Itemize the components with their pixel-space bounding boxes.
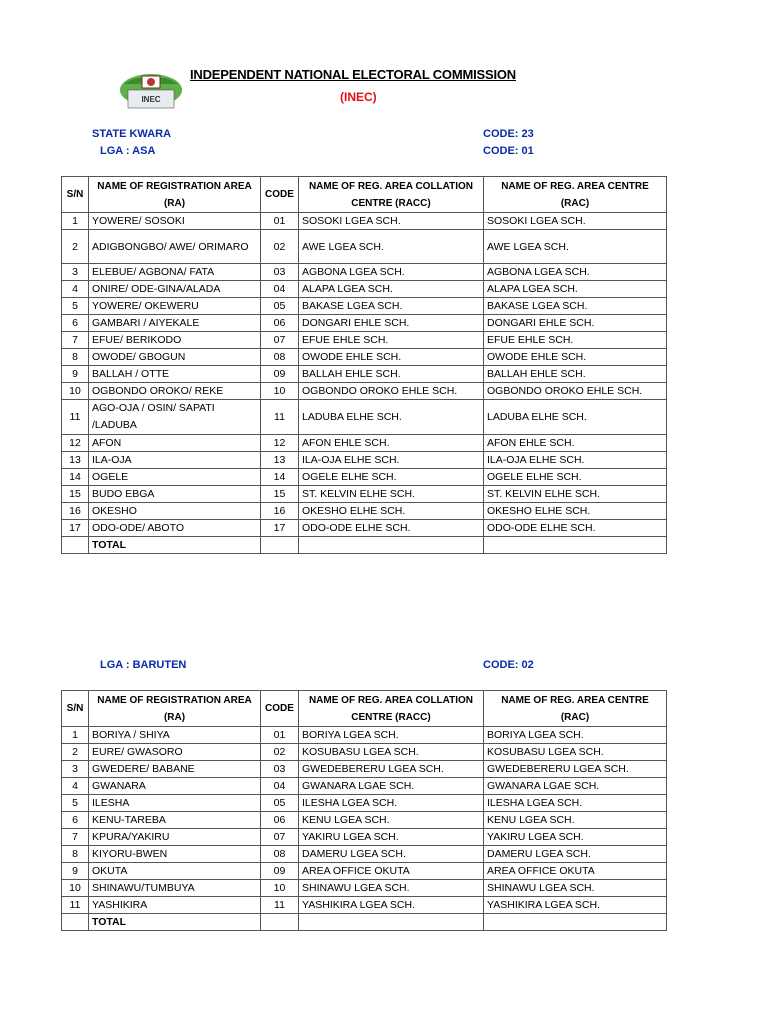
row-registration-area: BORIYA / SHIYA <box>89 727 261 744</box>
table-row <box>62 281 667 298</box>
row-registration-area: ILESHA <box>89 795 261 812</box>
row-sn: 2 <box>62 230 89 264</box>
row-collation-centre: GWEDEBERERU LGEA SCH. <box>299 761 484 778</box>
row-registration-area: YOWERE/ OKEWERU <box>89 298 261 315</box>
row-sn: 10 <box>62 383 89 400</box>
table-row <box>62 520 667 537</box>
row-sn: 16 <box>62 503 89 520</box>
row-code: 11 <box>261 400 299 435</box>
row-area-centre: BORIYA LGEA SCH. <box>484 727 667 744</box>
row-sn: 3 <box>62 761 89 778</box>
column-header-code: CODE <box>261 177 299 213</box>
row-collation-centre: KENU LGEA SCH. <box>299 812 484 829</box>
row-area-centre: SHINAWU LGEA SCH. <box>484 880 667 897</box>
row-collation-centre: ILESHA LGEA SCH. <box>299 795 484 812</box>
total-code <box>261 914 299 931</box>
row-registration-area: EURE/ GWASORO <box>89 744 261 761</box>
row-area-centre: ALAPA LGEA SCH. <box>484 281 667 298</box>
row-collation-centre: OGELE ELHE SCH. <box>299 469 484 486</box>
row-code: 01 <box>261 213 299 230</box>
table-row <box>62 727 667 744</box>
row-area-centre: YAKIRU LGEA SCH. <box>484 829 667 846</box>
table-row <box>62 761 667 778</box>
table-row <box>62 332 667 349</box>
row-code: 10 <box>261 383 299 400</box>
row-registration-area: GAMBARI / AIYEKALE <box>89 315 261 332</box>
row-area-centre: ST. KELVIN ELHE SCH. <box>484 486 667 503</box>
row-area-centre: AWE LGEA SCH. <box>484 230 667 264</box>
row-sn: 6 <box>62 812 89 829</box>
row-sn: 11 <box>62 897 89 914</box>
row-sn: 2 <box>62 744 89 761</box>
row-registration-area: AFON <box>89 435 261 452</box>
table-header-row <box>62 691 667 727</box>
row-sn: 13 <box>62 452 89 469</box>
row-collation-centre: OGBONDO OROKO EHLE SCH. <box>299 383 484 400</box>
row-registration-area: ADIGBONGBO/ AWE/ ORIMARO <box>89 230 261 264</box>
row-code: 02 <box>261 230 299 264</box>
svg-text:INEC: INEC <box>141 95 161 104</box>
row-collation-centre: AFON EHLE SCH. <box>299 435 484 452</box>
row-registration-area: EFUE/ BERIKODO <box>89 332 261 349</box>
table-row <box>62 744 667 761</box>
page-subtitle: (INEC) <box>340 90 377 104</box>
column-header-rac: NAME OF REG. AREA CENTRE (RAC) <box>484 691 667 727</box>
row-registration-area: KIYORU-BWEN <box>89 846 261 863</box>
lga-code: CODE: 01 <box>483 145 534 157</box>
row-code: 08 <box>261 349 299 366</box>
row-code: 09 <box>261 863 299 880</box>
column-header-rac: NAME OF REG. AREA CENTRE (RAC) <box>484 177 667 213</box>
row-area-centre: ODO-ODE ELHE SCH. <box>484 520 667 537</box>
row-collation-centre: AREA OFFICE OKUTA <box>299 863 484 880</box>
row-sn: 15 <box>62 486 89 503</box>
lga-code: CODE: 02 <box>483 659 534 671</box>
table-row <box>62 315 667 332</box>
table-row <box>62 829 667 846</box>
row-registration-area: OGBONDO OROKO/ REKE <box>89 383 261 400</box>
row-registration-area: OWODE/ GBOGUN <box>89 349 261 366</box>
table-row <box>62 795 667 812</box>
row-area-centre: SOSOKI LGEA SCH. <box>484 213 667 230</box>
row-registration-area: ONIRE/ ODE-GINA/ALADA <box>89 281 261 298</box>
total-racc <box>299 537 484 554</box>
table-row <box>62 863 667 880</box>
row-code: 11 <box>261 897 299 914</box>
table-row <box>62 213 667 230</box>
column-header-racc: NAME OF REG. AREA COLLATION CENTRE (RACC) <box>299 177 484 213</box>
row-area-centre: KENU LGEA SCH. <box>484 812 667 829</box>
row-collation-centre: GWANARA LGAE SCH. <box>299 778 484 795</box>
row-sn: 4 <box>62 778 89 795</box>
row-code: 13 <box>261 452 299 469</box>
row-sn: 1 <box>62 727 89 744</box>
total-rac <box>484 537 667 554</box>
row-sn: 5 <box>62 298 89 315</box>
row-code: 12 <box>261 435 299 452</box>
total-sn <box>62 914 89 931</box>
total-code <box>261 537 299 554</box>
total-row <box>62 914 667 931</box>
row-collation-centre: YASHIKIRA LGEA SCH. <box>299 897 484 914</box>
row-code: 17 <box>261 520 299 537</box>
row-sn: 12 <box>62 435 89 452</box>
row-collation-centre: YAKIRU LGEA SCH. <box>299 829 484 846</box>
table-row <box>62 400 667 435</box>
row-sn: 9 <box>62 366 89 383</box>
row-collation-centre: BAKASE LGEA SCH. <box>299 298 484 315</box>
table-header-row <box>62 177 667 213</box>
table-row <box>62 264 667 281</box>
row-registration-area: OGELE <box>89 469 261 486</box>
row-registration-area: OKUTA <box>89 863 261 880</box>
row-area-centre: ILA-OJA ELHE SCH. <box>484 452 667 469</box>
row-collation-centre: AWE LGEA SCH. <box>299 230 484 264</box>
row-code: 10 <box>261 880 299 897</box>
row-sn: 5 <box>62 795 89 812</box>
row-sn: 3 <box>62 264 89 281</box>
total-racc <box>299 914 484 931</box>
ra-table-baruten <box>61 690 667 931</box>
table-row <box>62 469 667 486</box>
table-row <box>62 435 667 452</box>
row-collation-centre: DAMERU LGEA SCH. <box>299 846 484 863</box>
table-row <box>62 503 667 520</box>
row-registration-area: ELEBUE/ AGBONA/ FATA <box>89 264 261 281</box>
row-area-centre: GWANARA LGAE SCH. <box>484 778 667 795</box>
table-row <box>62 366 667 383</box>
state-label: STATE KWARA <box>92 128 172 140</box>
column-header-ra: NAME OF REGISTRATION AREA (RA) <box>89 691 261 727</box>
total-label: TOTAL <box>89 914 261 931</box>
row-collation-centre: KOSUBASU LGEA SCH. <box>299 744 484 761</box>
row-sn: 8 <box>62 349 89 366</box>
row-sn: 7 <box>62 332 89 349</box>
row-sn: 4 <box>62 281 89 298</box>
total-row <box>62 537 667 554</box>
row-sn: 17 <box>62 520 89 537</box>
row-area-centre: YASHIKIRA LGEA SCH. <box>484 897 667 914</box>
row-registration-area: BALLAH / OTTE <box>89 366 261 383</box>
row-area-centre: OGBONDO OROKO EHLE SCH. <box>484 383 667 400</box>
total-label: TOTAL <box>89 537 261 554</box>
total-rac <box>484 914 667 931</box>
row-code: 09 <box>261 366 299 383</box>
row-code: 04 <box>261 281 299 298</box>
row-area-centre: OGELE ELHE SCH. <box>484 469 667 486</box>
row-sn: 11 <box>62 400 89 435</box>
state-code: CODE: 23 <box>483 128 534 140</box>
row-code: 05 <box>261 298 299 315</box>
table-row <box>62 846 667 863</box>
row-sn: 7 <box>62 829 89 846</box>
total-sn <box>62 537 89 554</box>
row-collation-centre: ALAPA LGEA SCH. <box>299 281 484 298</box>
row-registration-area: YOWERE/ SOSOKI <box>89 213 261 230</box>
table-row <box>62 486 667 503</box>
row-area-centre: OWODE EHLE SCH. <box>484 349 667 366</box>
row-registration-area: OKESHO <box>89 503 261 520</box>
row-sn: 9 <box>62 863 89 880</box>
row-area-centre: KOSUBASU LGEA SCH. <box>484 744 667 761</box>
row-code: 15 <box>261 486 299 503</box>
row-collation-centre: BALLAH EHLE SCH. <box>299 366 484 383</box>
row-code: 07 <box>261 332 299 349</box>
row-code: 16 <box>261 503 299 520</box>
row-area-centre: DONGARI EHLE SCH. <box>484 315 667 332</box>
row-area-centre: EFUE EHLE SCH. <box>484 332 667 349</box>
row-registration-area: BUDO EBGA <box>89 486 261 503</box>
row-sn: 1 <box>62 213 89 230</box>
column-header-ra: NAME OF REGISTRATION AREA (RA) <box>89 177 261 213</box>
row-sn: 10 <box>62 880 89 897</box>
row-collation-centre: ILA-OJA ELHE SCH. <box>299 452 484 469</box>
row-area-centre: ILESHA LGEA SCH. <box>484 795 667 812</box>
table-row <box>62 349 667 366</box>
row-sn: 8 <box>62 846 89 863</box>
row-collation-centre: EFUE EHLE SCH. <box>299 332 484 349</box>
row-collation-centre: LADUBA ELHE SCH. <box>299 400 484 435</box>
row-collation-centre: DONGARI EHLE SCH. <box>299 315 484 332</box>
row-area-centre: GWEDEBERERU LGEA SCH. <box>484 761 667 778</box>
row-code: 04 <box>261 778 299 795</box>
row-code: 03 <box>261 264 299 281</box>
row-area-centre: OKESHO ELHE SCH. <box>484 503 667 520</box>
column-header-sn: S/N <box>62 177 89 213</box>
row-registration-area: SHINAWU/TUMBUYA <box>89 880 261 897</box>
row-area-centre: BAKASE LGEA SCH. <box>484 298 667 315</box>
row-area-centre: AFON EHLE SCH. <box>484 435 667 452</box>
row-area-centre: DAMERU LGEA SCH. <box>484 846 667 863</box>
table-row <box>62 452 667 469</box>
row-registration-area: GWANARA <box>89 778 261 795</box>
column-header-sn: S/N <box>62 691 89 727</box>
row-collation-centre: ODO-ODE ELHE SCH. <box>299 520 484 537</box>
row-registration-area: YASHIKIRA <box>89 897 261 914</box>
row-code: 14 <box>261 469 299 486</box>
row-code: 08 <box>261 846 299 863</box>
inec-logo <box>118 70 184 110</box>
row-collation-centre: OKESHO ELHE SCH. <box>299 503 484 520</box>
row-code: 03 <box>261 761 299 778</box>
row-collation-centre: BORIYA LGEA SCH. <box>299 727 484 744</box>
ra-table-asa <box>61 176 667 554</box>
row-code: 01 <box>261 727 299 744</box>
table-row <box>62 778 667 795</box>
row-registration-area: ODO-ODE/ ABOTO <box>89 520 261 537</box>
row-registration-area: AGO-OJA / OSIN/ SAPATI /LADUBA <box>89 400 261 435</box>
row-code: 06 <box>261 315 299 332</box>
lga-label: LGA : BARUTEN <box>100 659 187 671</box>
row-sn: 14 <box>62 469 89 486</box>
row-code: 07 <box>261 829 299 846</box>
row-registration-area: ILA-OJA <box>89 452 261 469</box>
column-header-racc: NAME OF REG. AREA COLLATION CENTRE (RACC) <box>299 691 484 727</box>
row-registration-area: GWEDERE/ BABANE <box>89 761 261 778</box>
table-row <box>62 383 667 400</box>
row-code: 06 <box>261 812 299 829</box>
row-collation-centre: SHINAWU LGEA SCH. <box>299 880 484 897</box>
column-header-code: CODE <box>261 691 299 727</box>
row-collation-centre: ST. KELVIN ELHE SCH. <box>299 486 484 503</box>
row-code: 02 <box>261 744 299 761</box>
row-area-centre: LADUBA ELHE SCH. <box>484 400 667 435</box>
row-code: 05 <box>261 795 299 812</box>
table-row <box>62 812 667 829</box>
row-area-centre: AREA OFFICE OKUTA <box>484 863 667 880</box>
lga-label: LGA : ASA <box>100 145 156 157</box>
row-registration-area: KENU-TAREBA <box>89 812 261 829</box>
table-row <box>62 880 667 897</box>
row-sn: 6 <box>62 315 89 332</box>
table-row <box>62 897 667 914</box>
row-collation-centre: SOSOKI LGEA SCH. <box>299 213 484 230</box>
table-row <box>62 230 667 264</box>
page-title: INDEPENDENT NATIONAL ELECTORAL COMMISSION <box>190 67 516 82</box>
row-collation-centre: AGBONA LGEA SCH. <box>299 264 484 281</box>
row-collation-centre: OWODE EHLE SCH. <box>299 349 484 366</box>
row-area-centre: AGBONA LGEA SCH. <box>484 264 667 281</box>
table-row <box>62 298 667 315</box>
row-area-centre: BALLAH EHLE SCH. <box>484 366 667 383</box>
row-registration-area: KPURA/YAKIRU <box>89 829 261 846</box>
